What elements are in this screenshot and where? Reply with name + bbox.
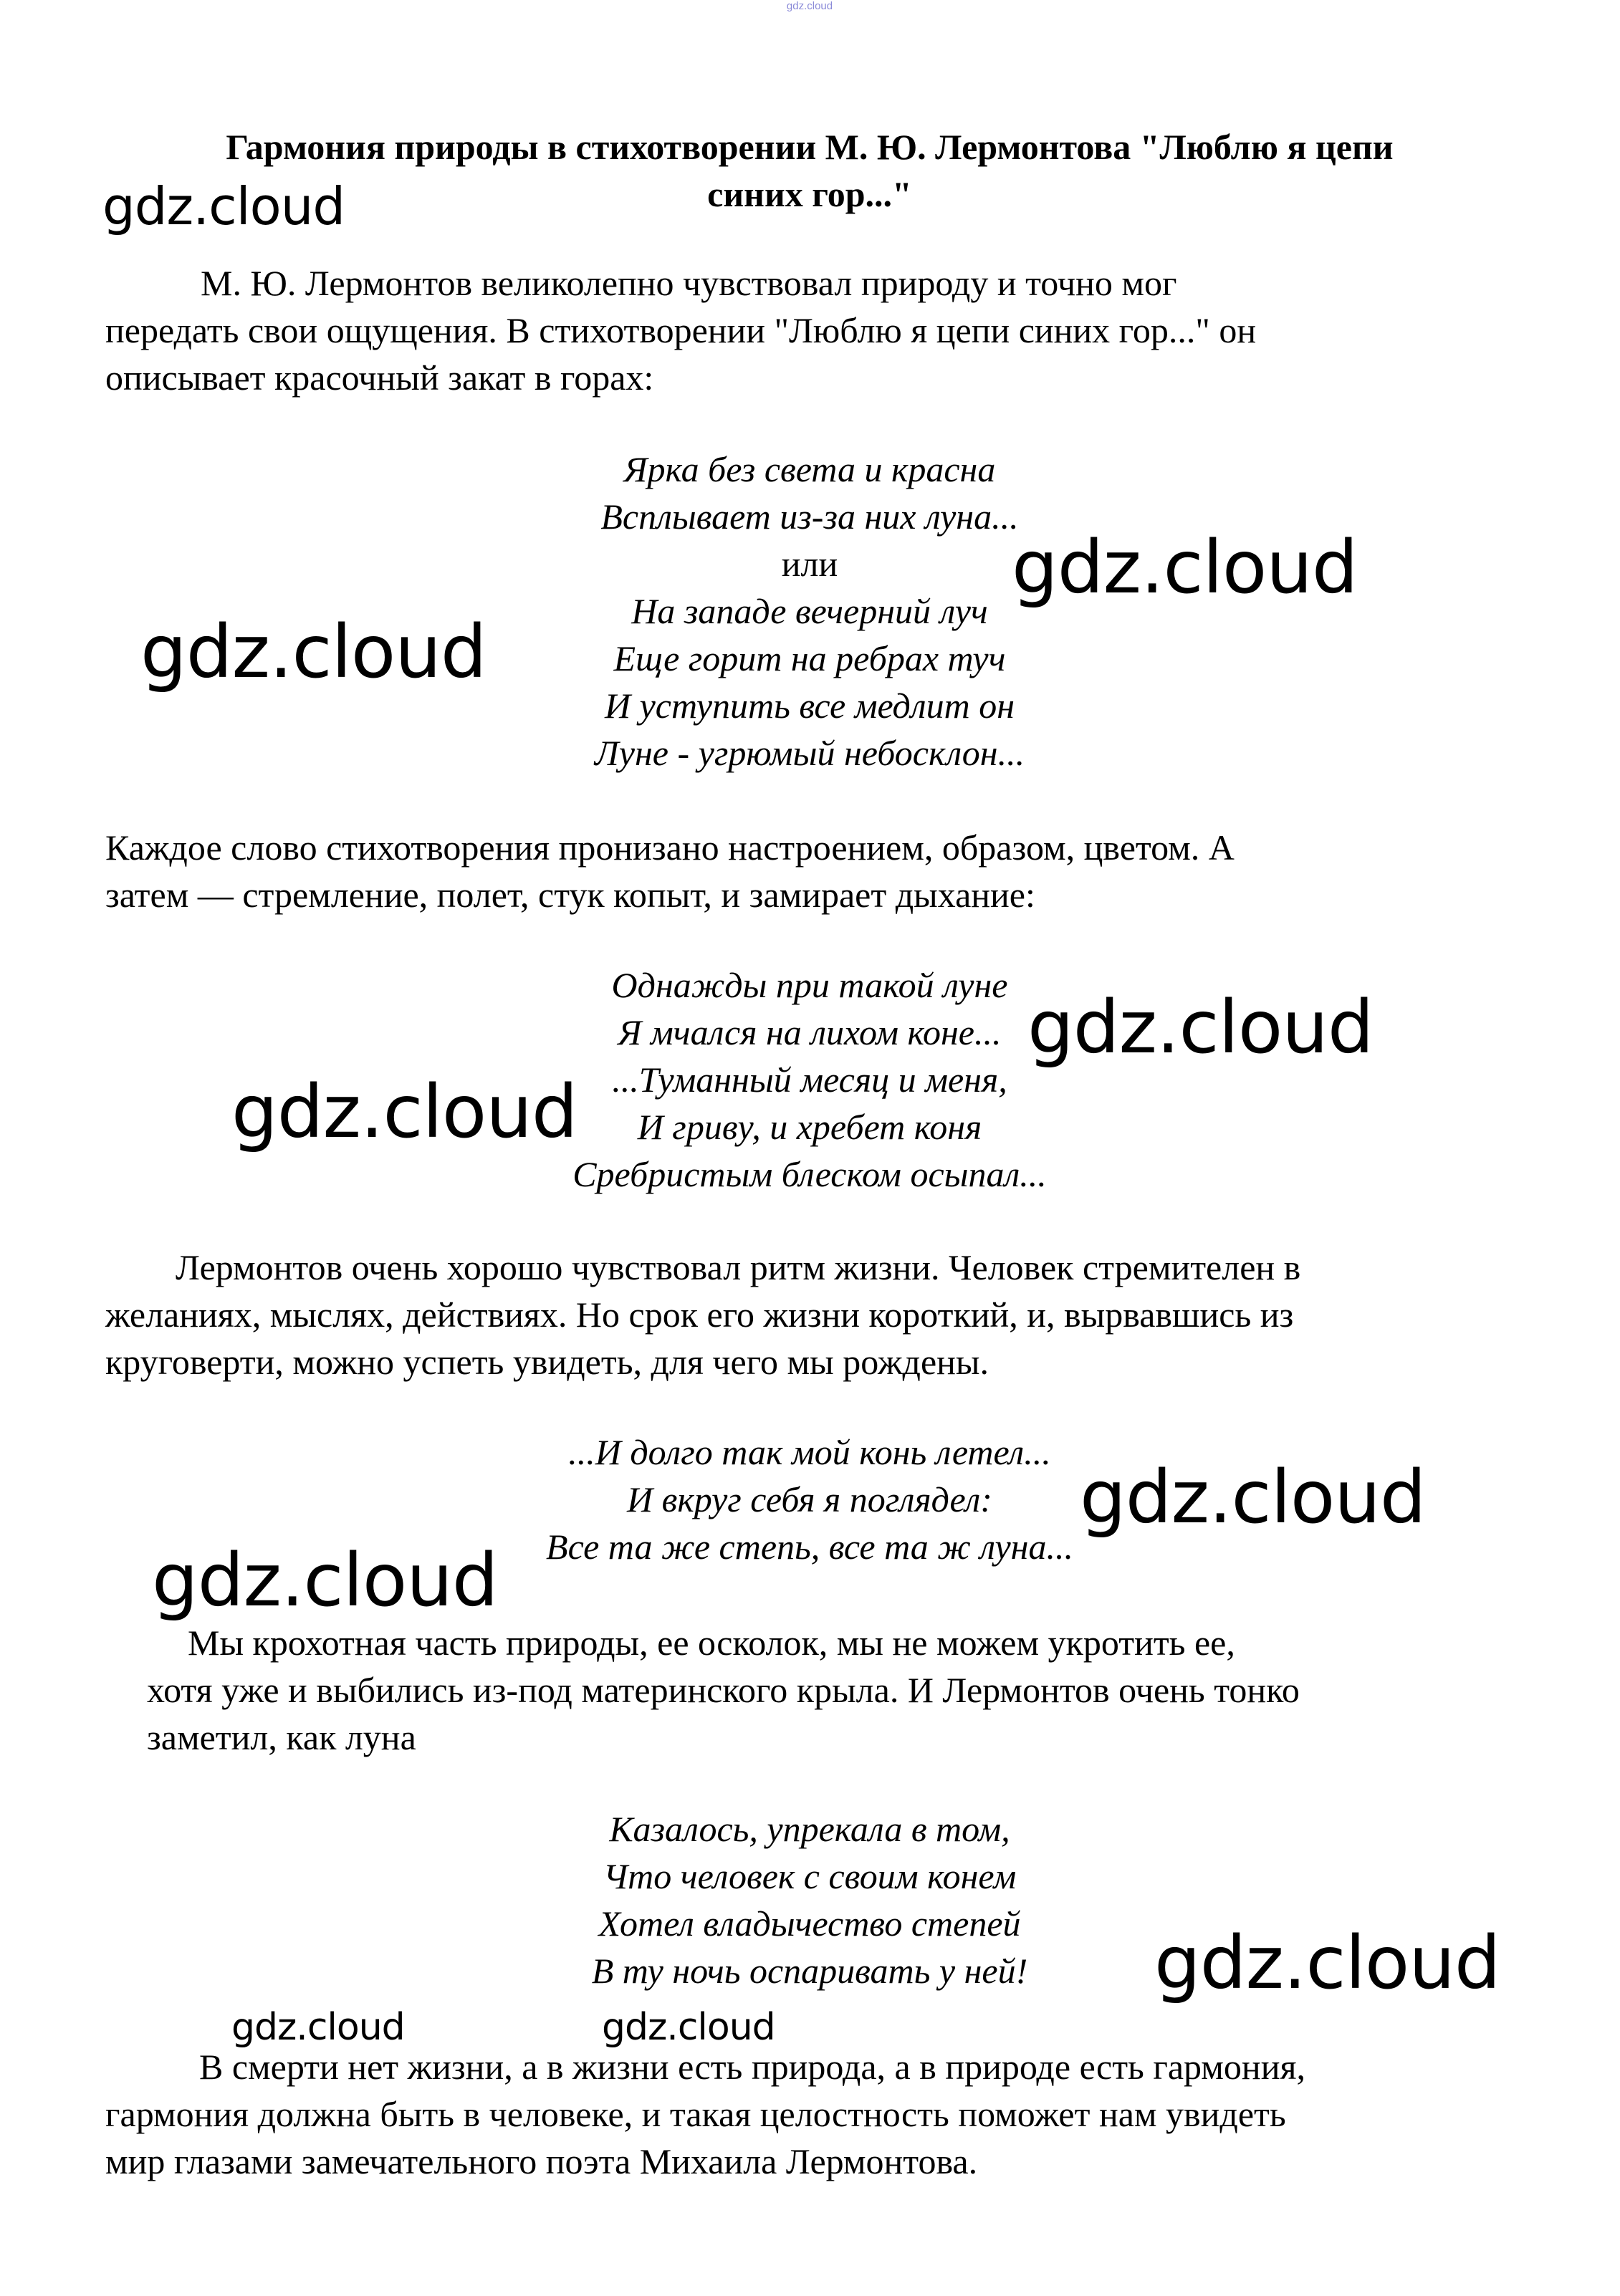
verse-line: И вкруг себя я поглядел: bbox=[627, 1479, 992, 1519]
verse-line: ...Туманный месяц и меня, bbox=[612, 1060, 1007, 1100]
watermark-text: gdz.cloud bbox=[152, 1538, 498, 1623]
paragraph-1-line-3: описывает красочный закат в горах: bbox=[105, 357, 654, 398]
verse-line: Казалось, упрекала в том, bbox=[609, 1809, 1010, 1849]
verse-line: Я мчался на лихом коне... bbox=[618, 1012, 1002, 1052]
paragraph-3-line-2: желаниях, мыслях, действиях. Но срок его жизни короткий, и, вырвавшись из bbox=[105, 1294, 1294, 1335]
paragraph-4-line-3: заметил, как луна bbox=[147, 1717, 416, 1757]
top-watermark: gdz.cloud bbox=[786, 0, 833, 12]
watermark-text: gdz.cloud bbox=[231, 2006, 405, 2049]
watermark-text: gdz.cloud bbox=[102, 176, 345, 236]
paragraph-5-line-1: В смерти нет жизни, а в жизни есть природа, а в природе есть гармония, bbox=[199, 2047, 1305, 2087]
paragraph-2-line-2: затем — стремление, полет, стук копыт, и замирает дыхание: bbox=[105, 875, 1035, 915]
or-word: или bbox=[781, 544, 838, 584]
paragraph-3-line-1: Лермонтов очень хорошо чувствовал ритм жизни. Человек стремителен в bbox=[176, 1247, 1301, 1287]
watermark-text: gdz.cloud bbox=[1080, 1455, 1426, 1540]
watermark-text: gdz.cloud bbox=[1154, 1921, 1500, 2006]
paragraph-2-line-1: Каждое слово стихотворения пронизано настроением, образом, цветом. А bbox=[105, 827, 1235, 868]
watermark-text: gdz.cloud bbox=[1027, 985, 1374, 1070]
verse-line: Все та же степь, все та ж луна... bbox=[546, 1527, 1073, 1567]
verse-line: И гриву, и хребет коня bbox=[637, 1107, 982, 1147]
watermark-text: gdz.cloud bbox=[1012, 525, 1358, 610]
paragraph-1-line-2: передать свои ощущения. В стихотворении "Люблю я цепи синих гор..." он bbox=[105, 310, 1257, 350]
verse-block-4 bbox=[487, 1428, 1132, 1570]
paragraph-5-line-3: мир глазами замечательного поэта Михаила Лермонтова. bbox=[105, 2141, 978, 2181]
verse-line: Что человек с своим конем bbox=[603, 1856, 1017, 1896]
watermark-text: gdz.cloud bbox=[140, 610, 487, 695]
paragraph-3-line-3: круговерти, можно успеть увидеть, для чего мы рождены. bbox=[105, 1342, 989, 1382]
watermark-text: gdz.cloud bbox=[231, 1070, 577, 1155]
verse-line: ...И долго так мой конь летел... bbox=[568, 1432, 1051, 1472]
verse-line: На западе вечерний луч bbox=[631, 591, 988, 631]
paragraph-4-line-1: Мы крохотная часть природы, ее осколок, мы не можем укротить ее, bbox=[188, 1623, 1235, 1663]
verse-line: Хотел владычество степей bbox=[598, 1903, 1021, 1944]
verse-line: И уступить все медлит он bbox=[604, 686, 1015, 726]
verse-line: Сребристым блеском осыпал... bbox=[572, 1154, 1047, 1194]
paragraph-5-line-2: гармония должна быть в человеке, и такая целостность поможет нам увидеть bbox=[105, 2094, 1286, 2134]
verse-line: Луне - угрюмый небосклон... bbox=[594, 733, 1025, 773]
watermark-text: gdz.cloud bbox=[602, 2006, 775, 2049]
title-line-1: Гармония природы в стихотворении М. Ю. Лермонтова "Люблю я цепи bbox=[226, 127, 1394, 167]
verse-line: Ярка без света и красна bbox=[623, 449, 996, 489]
paragraph-4-line-2: хотя уже и выбились из-под материнского крыла. И Лермонтов очень тонко bbox=[147, 1670, 1300, 1710]
paragraph-1-line-1: М. Ю. Лермонтов великолепно чувствовал природу и точно мог bbox=[201, 263, 1177, 303]
verse-line: В ту ночь оспаривать у ней! bbox=[591, 1951, 1028, 1991]
verse-line: Однажды при такой луне bbox=[611, 965, 1008, 1005]
verse-line: Еще горит на ребрах туч bbox=[613, 638, 1006, 678]
verse-block-5 bbox=[487, 1805, 1132, 1994]
verse-block-1 bbox=[487, 446, 1132, 777]
title-line-2: синих гор..." bbox=[707, 174, 912, 214]
verse-line: Всплывает из-за них луна... bbox=[600, 496, 1019, 537]
